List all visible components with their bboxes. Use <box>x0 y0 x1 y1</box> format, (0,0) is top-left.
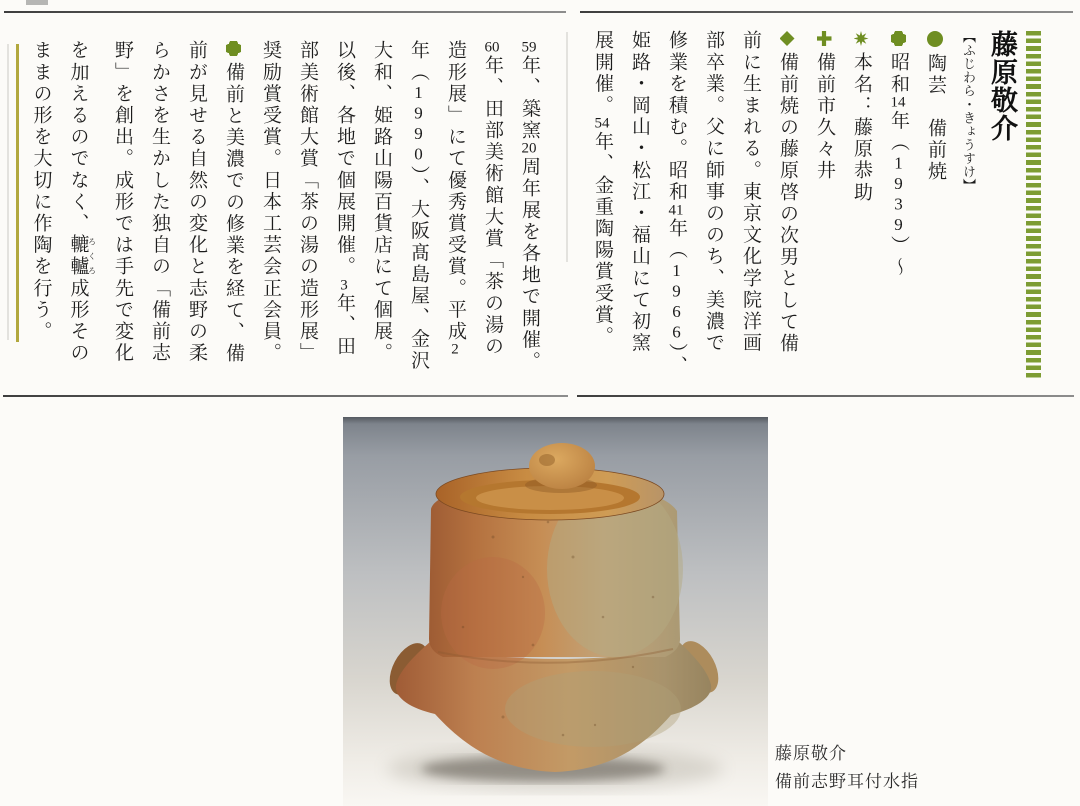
entry-header-column-12: 展開催。54年、金重陶陽賞受賞。 <box>592 30 613 348</box>
top-rule-left <box>4 11 566 13</box>
biography-column-3: 造形展」にて優秀賞受賞。平成2 <box>445 40 466 358</box>
entry-header-column-2: 【ふじわら・きょうすけ】 <box>961 30 976 192</box>
clover-bullet-icon <box>891 31 906 46</box>
top-rule-right <box>580 11 1073 13</box>
entry-header-column-11: 姫路・岡山・松江・福山にて初窯 <box>629 30 650 354</box>
cross-bullet-icon <box>817 31 832 46</box>
entry-header-column-4: 昭和14年（1939）〜 <box>887 30 909 396</box>
biography-column-8: 奨励賞受賞。日本工芸会正会員。 <box>260 40 281 364</box>
entry-header-column-5: 本名：藤原恭助 <box>850 30 872 396</box>
caption-work-title: 備前志野耳付水指 <box>775 772 919 791</box>
water-jar-illustration <box>343 417 768 806</box>
biography-column-5: 大和、姫路山陽百貨店にて個展。 <box>371 40 392 364</box>
entry-header-column-3: 陶芸 備前焼 <box>924 30 946 396</box>
star-bullet-icon <box>854 31 869 46</box>
biography-column-6: 以後、各地で個展開催。3年、田 <box>334 40 355 358</box>
scan-shadow-left <box>7 44 9 340</box>
entry-header-column-6: 備前市久々井 <box>813 30 835 396</box>
biography-column-1: 59年、築窯20周年展を各地で開催。 <box>519 40 540 373</box>
circle-bullet-icon <box>927 31 943 47</box>
biography-column-13: を加えるのでなく、轆轤 ろくろ成形その <box>67 40 97 365</box>
green-dashed-strip <box>1026 31 1041 379</box>
diamond-bullet-icon <box>780 31 795 46</box>
biography-column-4: 年（1990）、大阪髙島屋、金沢 <box>408 40 429 372</box>
biography-column-11: らかさを生かした独自の「備前志 <box>149 40 170 364</box>
biography-continuation-block <box>26 40 540 402</box>
entry-header-column-10: 修業を積む。昭和41年（1966）、 <box>666 30 687 377</box>
entry-header-column-8: 前に生まれる。東京文化学院洋画 <box>740 30 761 354</box>
biography-column-2: 60年、田部美術館大賞「茶の湯の <box>482 40 503 358</box>
page-cut-mark <box>26 0 48 5</box>
photo-caption <box>775 740 919 796</box>
scan-shadow-gutter <box>566 32 568 262</box>
caption-artist-name: 藤原敬介 <box>775 744 847 763</box>
biography-column-10: 前が見せる自然の変化と志野の柔 <box>186 40 207 364</box>
entry-header-column-9: 部卒業。父に師事ののち、美濃で <box>703 30 724 354</box>
yellow-vertical-line <box>16 44 19 342</box>
biography-column-7: 部美術館大賞「茶の湯の造形展」 <box>297 40 318 364</box>
clover-bullet-icon <box>226 41 241 56</box>
entry-header-column-7: 備前焼の藤原啓の次男として備 <box>776 30 798 396</box>
entry-header-block <box>572 30 1020 396</box>
biography-column-14: ままの形を大切に作陶を行う。 <box>30 40 52 343</box>
entry-header-column-1: 藤原敬介 <box>987 30 1017 142</box>
artwork-photo <box>343 417 768 806</box>
biography-column-12: 野」を創出。成形では手先で変化 <box>112 40 133 364</box>
biography-column-9: 備前と美濃での修業を経て、備 <box>222 40 244 402</box>
